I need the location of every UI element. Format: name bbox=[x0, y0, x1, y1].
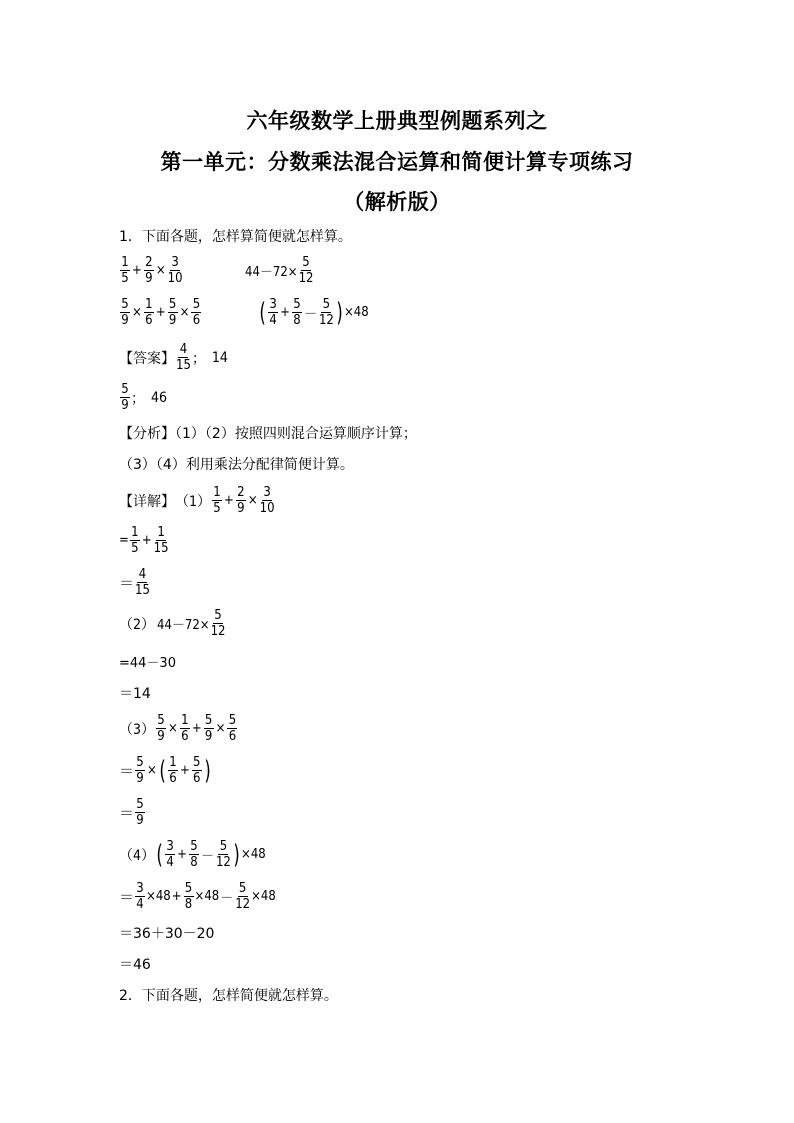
analysis-line-2: （3）（4）利用乘法分配律简便计算。 bbox=[119, 457, 354, 473]
q1-expression-2: 44－72× $\frac{5}{12}$ bbox=[245, 255, 314, 286]
detail-step-3-line-3: ＝ $\frac{5}{9}$ bbox=[119, 797, 144, 828]
answer-line-2: $\frac{5}{9}$ ； 46 bbox=[121, 382, 168, 413]
detail-label: 【详解】 bbox=[119, 493, 175, 510]
detail-step-4-line-4: ＝46 bbox=[119, 957, 151, 973]
detail-step-3-line-2: ＝ $\frac{5}{9}$ × ( $\frac{1}{6}$ + $\frac{5}{6}$ ) bbox=[119, 755, 211, 786]
q1-expression-1: $\frac{1}{5}$ + $\frac{2}{9}$ × $\frac{3}{10}$ bbox=[121, 255, 183, 286]
detail-step-4-line-2: ＝ $\frac{3}{4}$ ×48 + $\frac{5}{8}$ ×48 － $\frac{5}{12}$ ×48 bbox=[119, 881, 276, 912]
detail-step-2-header: （2） 44－72× $\frac{5}{12}$ bbox=[119, 608, 226, 639]
question-2-prompt: 2．下面各题，怎样简便就怎样算。 bbox=[119, 988, 338, 1004]
analysis-label: 【分析】 bbox=[119, 426, 175, 442]
page-title-line2: 第一单元：分数乘法混合运算和简便计算专项练习 bbox=[160, 150, 634, 174]
page-title-line1: 六年级数学上册典型例题系列之 bbox=[246, 109, 548, 133]
detail-step-2-line-2: =44－30 bbox=[119, 656, 176, 671]
answer-label: 【答案】 bbox=[119, 350, 175, 367]
detail-step-3-header: （3） $\frac{5}{9}$ × $\frac{1}{6}$ + $\frac{5}{9}$ × $\frac{5}{6}$ bbox=[119, 713, 237, 744]
detail-step-1-header: 【详解】 （1） $\frac{1}{5}$ + $\frac{2}{9}$ × $\frac{3}{10}$ bbox=[119, 485, 275, 516]
detail-step-4-header: （4） ( $\frac{3}{4}$ + $\frac{5}{8}$ － $\frac{5}{12}$ ) ×48 bbox=[119, 839, 266, 870]
q1-expression-4: ( $\frac{3}{4}$ + $\frac{5}{8}$ － $\frac{5}{12}$ ) ×48 bbox=[259, 297, 369, 328]
page-title-line3: （解析版） bbox=[343, 190, 451, 214]
analysis-line-1: 【分析】（1）（2）按照四则混合运算顺序计算； bbox=[119, 426, 417, 442]
q1-expression-3: $\frac{5}{9}$ × $\frac{1}{6}$ + $\frac{5}{9}$ × $\frac{5}{6}$ bbox=[121, 297, 201, 328]
detail-step-1-line-3: ＝ $\frac{4}{15}$ bbox=[119, 567, 150, 598]
detail-step-4-line-3: ＝36＋30－20 bbox=[119, 926, 215, 942]
detail-step-1-line-2: = $\frac{1}{5}$ + $\frac{1}{15}$ bbox=[119, 525, 169, 556]
answer-line-1: 【答案】 $\frac{4}{15}$ ； 14 bbox=[119, 342, 228, 373]
detail-step-2-line-3: ＝14 bbox=[119, 686, 151, 702]
question-1-prompt: 1．下面各题，怎样算简便就怎样算。 bbox=[119, 229, 352, 245]
